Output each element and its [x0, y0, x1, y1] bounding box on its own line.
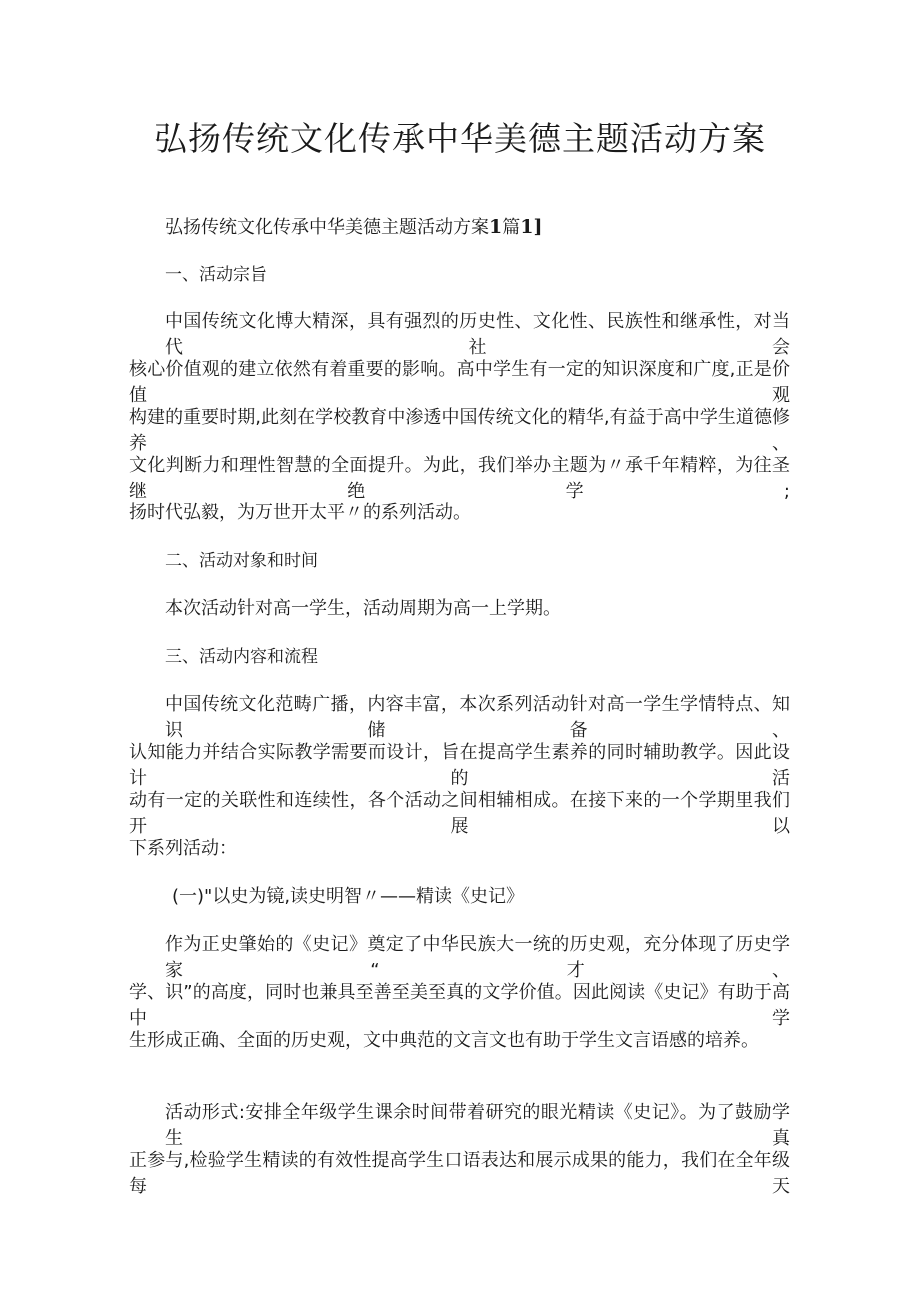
subtitle-end: 1]: [520, 216, 543, 238]
paragraph-line: 下系列活动：: [129, 838, 237, 859]
paragraph-line: 构建的重要时期,此刻在学校教育中渗透中国传统文化的精华,有益于高中学生道德修养、: [129, 407, 790, 454]
paragraph-line: 动有一定的关联性和连续性，各个活动之间相辅相成。在接下来的一个学期里我们开展以: [129, 790, 790, 837]
subtitle-text: 弘扬传统文化传承中华美德主题活动方案: [165, 217, 489, 238]
paragraph-line: 文化判断力和理性智慧的全面提升。为此，我们举办主题为〃承千年精粹，为往圣继绝学;: [129, 455, 790, 502]
paragraph-line: 正参与,检验学生精读的有效性提高学生口语表达和展示成果的能力，我们在全年级每天: [129, 1150, 790, 1197]
section-heading-target-time: 二、活动对象和时间: [165, 551, 318, 571]
subtitle-number: 1: [489, 216, 503, 238]
paragraph-line: 中国传统文化范畴广播，内容丰富，本次系列活动针对高一学生学情特点、知识储备、: [165, 694, 790, 741]
document-title: 弘扬传统文化传承中华美德主题活动方案: [154, 119, 766, 158]
paragraph-line: 扬时代弘毅，为万世开太平〃的系列活动。: [129, 502, 471, 523]
section-heading-content-process: 三、活动内容和流程: [165, 647, 318, 667]
paragraph-line: 中国传统文化博大精深，具有强烈的历史性、文化性、民族性和继承性，对当代社会: [165, 311, 790, 358]
paragraph-line: 活动形式:安排全年级学生课余时间带着研究的眼光精读《史记》。为了鼓励学生真: [165, 1102, 790, 1149]
subtitle-mid: 篇: [502, 217, 521, 238]
paragraph-line: 本次活动针对高一学生，活动周期为高一上学期。: [165, 598, 561, 619]
paragraph-line: 作为正史肇始的《史记》奠定了中华民族大一统的历史观，充分体现了历史学家“才、: [165, 934, 790, 981]
paragraph-line: 学、识”的高度，同时也兼具至善至美至真的文学价值。因此阅读《史记》有助于高中学: [129, 982, 790, 1029]
paragraph-line: 生形成正确、全面的历史观，文中典范的文言文也有助于学生文言语感的培养。: [129, 1030, 759, 1051]
subsection-heading-shiji: (一)"以史为镜,读史明智〃——精读《史记》: [172, 886, 525, 907]
section-heading-purpose: 一、活动宗旨: [165, 265, 267, 285]
document-subtitle: [165, 214, 542, 241]
paragraph-line: 认知能力并结合实际教学需要而设计，旨在提高学生素养的同时辅助教学。因此设计的活: [129, 742, 790, 789]
paragraph-line: 核心价值观的建立依然有着重要的影响。高中学生有一定的知识深度和广度,正是价值观: [129, 359, 790, 406]
